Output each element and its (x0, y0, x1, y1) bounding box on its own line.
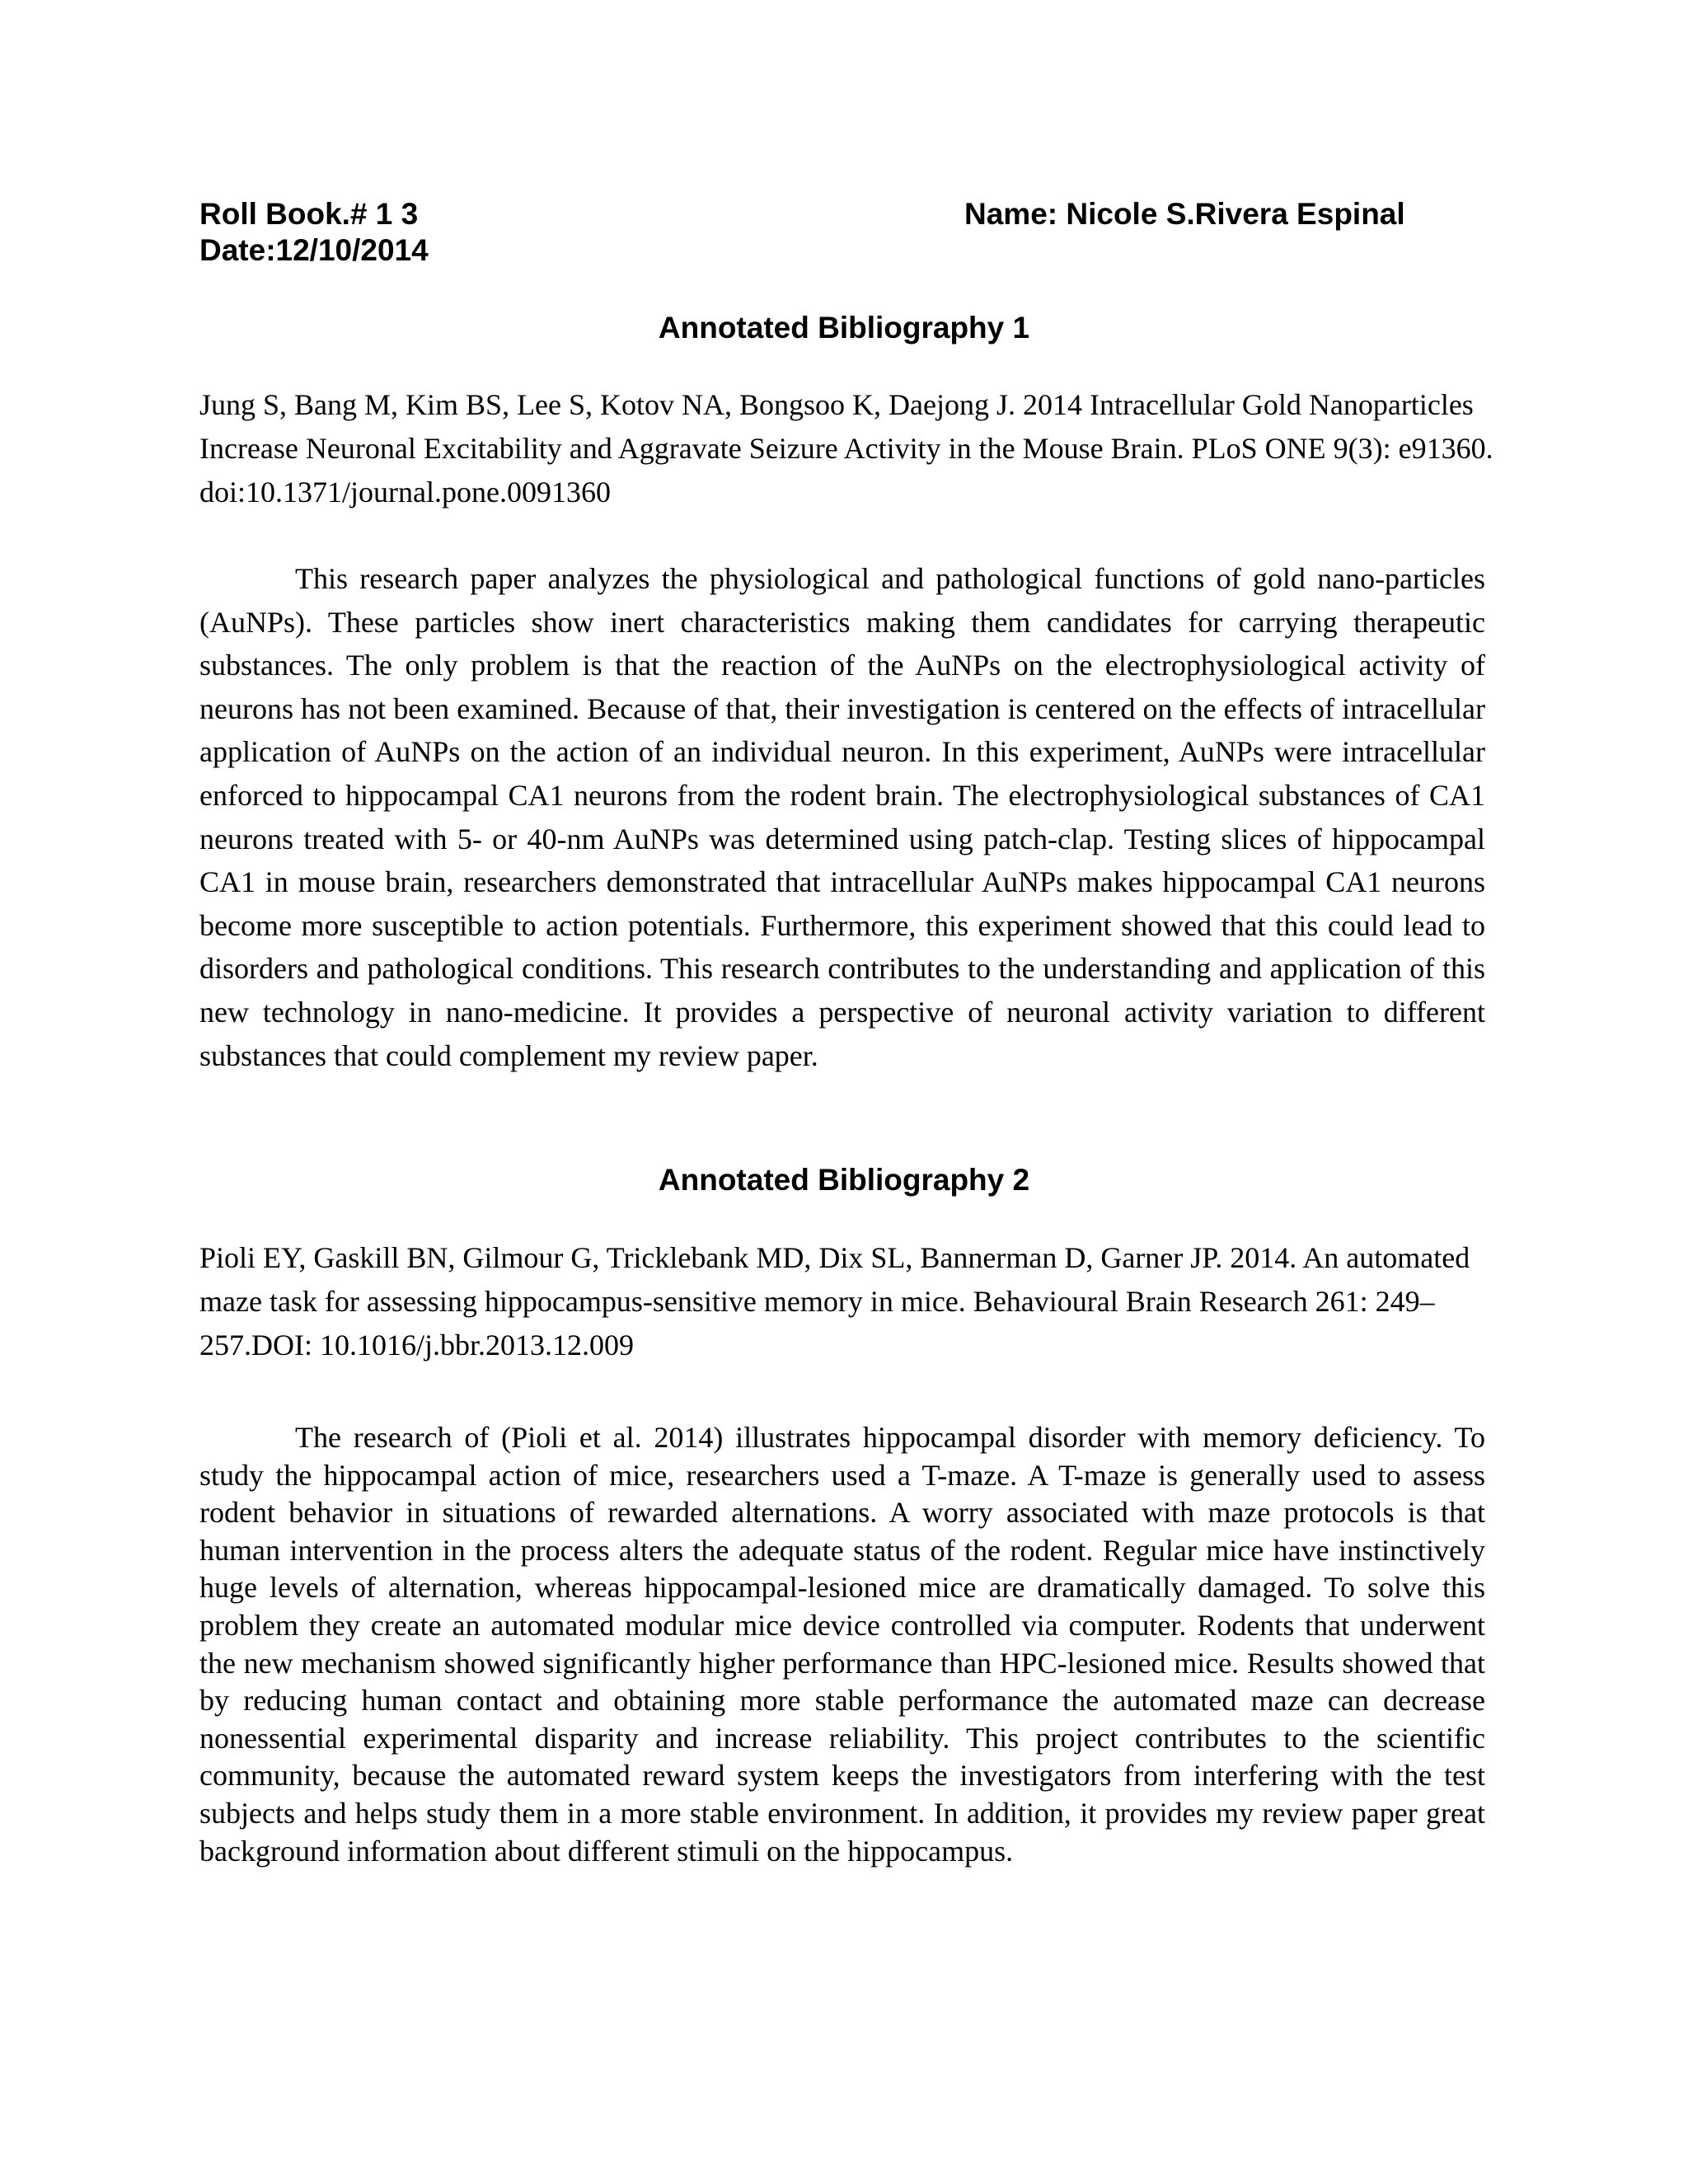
bibliography-1-annotation: This research paper analyzes the physiological and pathological functions of gold nano-particles (AuNPs). These particles show inert characteristics making them candidates for carrying therapeutic substances. The only problem is that the reaction of the AuNPs on the electrophysiological activity of neurons has not been examined. Because of that, their investigation is centered on the effects of intracellular application of AuNPs on the action of an individual neuron. In this experiment, AuNPs were intracellular enforced to hippocampal CA1 neurons from the rodent brain. The electrophysiological substances of CA1 neurons treated with 5- or 40-nm AuNPs was determined using patch-clap. Testing slices of hippocampal CA1 in mouse brain, researchers demonstrated that intracellular AuNPs makes hippocampal CA1 neurons become more susceptible to action potentials. Furthermore, this experiment showed that this could lead to disorders and pathological conditions. This research contributes to the understanding and application of this new technology in nano-medicine. It provides a perspective of neuronal activity variation to different substances that could complement my review paper. (199, 562, 1485, 1072)
bibliography-2-heading: Annotated Bibliography 2 (658, 1163, 1030, 1197)
student-name: Name: Nicole S.Rivera Espinal (964, 197, 1405, 231)
document-date: Date:12/10/2014 (199, 233, 429, 267)
bibliography-2-citation: Pioli EY, Gaskill BN, Gilmour G, Tricklebank MD, Dix SL, Bannerman D, Garner JP. 2014. An automated maze task for assessing hippocampus-sensitive memory in mice. Behavioural Brain Research 261: 249–257.DOI: 10.1016/j.bbr.2013.12.009 (199, 1241, 1470, 1361)
bibliography-2-annotation: The research of (Pioli et al. 2014) illustrates hippocampal disorder with memory deficiency. To study the hippocampal action of mice, researchers used a T-maze. A T-maze is generally used to assess rodent behavior in situations of rewarded alternations. A worry associated with maze protocols is that human intervention in the process alters the adequate status of the rodent. Regular mice have instinctively huge levels of alternation, whereas hippocampal-lesioned mice are dramatically damaged. To solve this problem they create an automated modular mice device controlled via computer. Rodents that underwent the new mechanism showed significantly higher performance than HPC-lesioned mice. Results showed that by reducing human contact and obtaining more stable performance the automated maze can decrease nonessential experimental disparity and increase reliability. This project contributes to the scientific community, because the automated reward system keeps the investigators from interfering with the test subjects and helps study them in a more stable environment. In addition, it provides my review paper great background information about different stimuli on the hippocampus. (199, 1421, 1485, 1868)
bibliography-1-citation: Jung S, Bang M, Kim BS, Lee S, Kotov NA, Bongsoo K, Daejong J. 2014 Intracellular Gold Nanoparticles Increase Neuronal Excitability and Aggravate Seizure Activity in the Mouse Brain. PLoS ONE 9(3): e91360. doi:10.1371/journal.pone.0091360 (199, 388, 1493, 509)
roll-book-number: Roll Book.# 1 3 (199, 197, 419, 231)
bibliography-1-heading: Annotated Bibliography 1 (658, 311, 1030, 344)
